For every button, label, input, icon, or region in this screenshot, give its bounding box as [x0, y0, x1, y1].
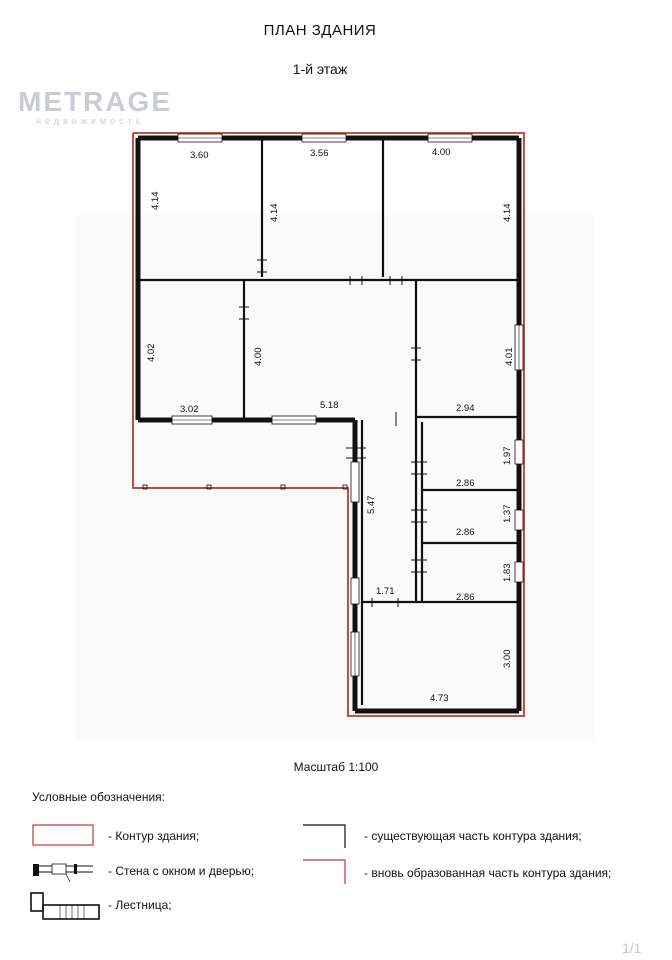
- dim-room2-width: 3.56: [310, 148, 329, 159]
- dim-room3-height: 4.14: [502, 203, 513, 222]
- dim-room3-width: 4.00: [432, 147, 451, 158]
- dim-room6-width: 2.94: [456, 403, 475, 414]
- plan-title: ПЛАН ЗДАНИЯ: [263, 22, 377, 39]
- dim-room1-height: 4.14: [150, 191, 161, 210]
- legend-wall-swatch: [33, 864, 93, 882]
- dim-corridor-height: 5.47: [366, 495, 377, 514]
- dim-room5-width: 5.18: [320, 400, 339, 411]
- dim-room10-width: 4.73: [430, 693, 449, 704]
- logo-brand: METRAGE: [18, 86, 172, 117]
- dim-room7-height: 1.97: [502, 446, 513, 465]
- dim-room6-height: 4.01: [504, 347, 515, 366]
- legend-new-label: - вновь образованная часть контура здания;: [364, 866, 612, 880]
- legend-existing-label: - существующая часть контура здания;: [364, 829, 582, 843]
- legend-contour-label: - Контур здания;: [108, 829, 200, 843]
- dim-room10-height: 3.00: [502, 649, 513, 668]
- dim-corridor-width: 1.71: [376, 586, 395, 597]
- dim-room8-height: 1.37: [502, 504, 513, 523]
- legend-wall-label: - Стена с окном и дверью;: [108, 864, 255, 878]
- dim-room2-height: 4.14: [269, 203, 280, 222]
- legend-stairs-label: - Лестница;: [108, 898, 172, 912]
- legend-stairs-swatch: [31, 893, 99, 919]
- legend-contour-swatch: [33, 825, 93, 845]
- logo-tagline: недвижимость: [36, 116, 145, 126]
- dim-room7-width: 2.86: [456, 478, 475, 489]
- page-number: 1/1: [622, 940, 642, 956]
- dim-room4-height: 4.02: [146, 343, 157, 362]
- legend-title: Условные обозначения:: [32, 790, 165, 804]
- dim-room8-width: 2.86: [456, 527, 475, 538]
- scale-label: Масштаб 1:100: [293, 760, 379, 774]
- dim-room1-width: 3.60: [190, 150, 209, 161]
- dim-room9-height: 1.83: [502, 563, 513, 582]
- legend-new-swatch: [303, 860, 345, 884]
- dim-room5-height: 4.00: [253, 347, 264, 366]
- dim-room4-width: 3.02: [180, 404, 199, 415]
- legend-existing-swatch: [303, 825, 345, 848]
- dim-room9-width: 2.86: [456, 592, 475, 603]
- floor-subtitle: 1-й этаж: [292, 61, 348, 77]
